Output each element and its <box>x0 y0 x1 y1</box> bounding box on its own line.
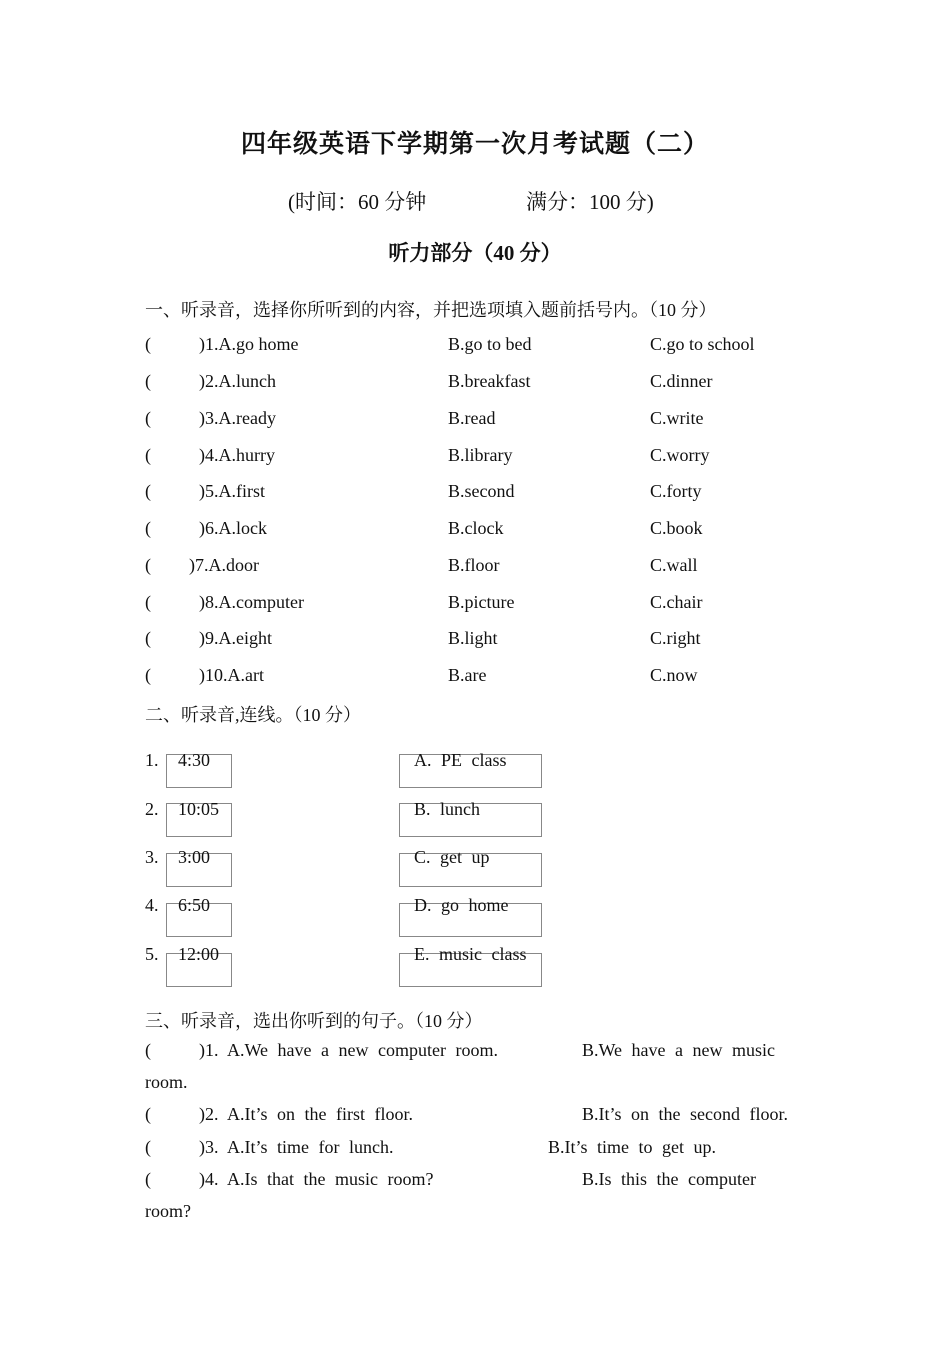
exam-time: (时间：60 分钟 <box>288 190 427 214</box>
option-c: C.forty <box>650 481 702 501</box>
sentence-option-a: )1. A.We have a new computer room. <box>199 1040 498 1060</box>
answer-bracket[interactable]: ( <box>145 518 151 538</box>
match-number: 4. <box>145 895 159 915</box>
option-c: C.dinner <box>650 371 713 391</box>
answer-bracket[interactable]: ( <box>145 334 151 354</box>
option-c: C.now <box>650 665 698 685</box>
option-b: B.picture <box>448 592 515 612</box>
option-a: )2.A.lunch <box>199 371 276 391</box>
time-label: 3:00 <box>178 847 211 867</box>
answer-bracket[interactable]: ( <box>145 1104 151 1124</box>
option-c: C.go to school <box>650 334 755 354</box>
answer-bracket[interactable]: ( <box>145 628 151 648</box>
activity-label: B. lunch <box>414 799 480 819</box>
question-row <box>0 518 950 542</box>
question-row <box>0 445 950 469</box>
answer-bracket[interactable]: ( <box>145 1040 151 1060</box>
answer-bracket[interactable]: ( <box>145 1137 151 1157</box>
question-row <box>0 371 950 395</box>
option-b: B.clock <box>448 518 504 538</box>
activity-label: E. music class <box>414 944 527 964</box>
activity-label: D. go home <box>414 895 509 915</box>
exam-total-score: 满分：100 分) <box>526 190 654 214</box>
answer-bracket[interactable]: ( <box>145 445 151 465</box>
time-label: 12:00 <box>178 944 220 964</box>
sentence-option-b: B.It’s time to get up. <box>548 1137 716 1157</box>
section3-heading: 三、听录音，选出你听到的句子。（10 分） <box>145 1011 483 1031</box>
option-a: )5.A.first <box>199 481 265 501</box>
option-a: )7.A.door <box>189 555 259 575</box>
answer-bracket[interactable]: ( <box>145 481 151 501</box>
question-row <box>0 408 950 432</box>
sentence-option-a: )3. A.It’s time for lunch. <box>199 1137 394 1157</box>
question-row <box>0 628 950 652</box>
option-a: )6.A.lock <box>199 518 267 538</box>
question-row <box>0 481 950 505</box>
option-b: B.breakfast <box>448 371 531 391</box>
option-c: C.chair <box>650 592 703 612</box>
match-number: 3. <box>145 847 159 867</box>
answer-bracket[interactable]: ( <box>145 555 151 575</box>
option-b: B.floor <box>448 555 500 575</box>
page-title: 四年级英语下学期第一次月考试题（二） <box>240 131 709 158</box>
sentence-option-a: )2. A.It’s on the first floor. <box>199 1104 413 1124</box>
option-c: C.book <box>650 518 703 538</box>
option-b: B.are <box>448 665 487 685</box>
question-row <box>0 665 950 689</box>
section1-heading: 一、听录音，选择你所听到的内容，并把选项填入题前括号内。（10 分） <box>145 300 717 320</box>
option-c: C.worry <box>650 445 710 465</box>
time-label: 10:05 <box>178 799 220 819</box>
sentence-continuation: room? <box>145 1201 191 1221</box>
match-number: 2. <box>145 799 159 819</box>
activity-label: C. get up <box>414 847 490 867</box>
match-number: 1. <box>145 750 159 770</box>
answer-bracket[interactable]: ( <box>145 592 151 612</box>
option-a: )9.A.eight <box>199 628 272 648</box>
match-number: 5. <box>145 944 159 964</box>
time-label: 4:30 <box>178 750 211 770</box>
answer-bracket[interactable]: ( <box>145 1169 151 1189</box>
option-b: B.light <box>448 628 498 648</box>
answer-bracket[interactable]: ( <box>145 371 151 391</box>
sentence-option-b: B.It’s on the second floor. <box>582 1104 788 1124</box>
option-b: B.library <box>448 445 513 465</box>
option-a: )10.A.art <box>199 665 264 685</box>
option-a: )1.A.go home <box>199 334 299 354</box>
time-label: 6:50 <box>178 895 211 915</box>
answer-bracket[interactable]: ( <box>145 408 151 428</box>
question-row <box>0 592 950 616</box>
listening-part-title: 听力部分（40 分） <box>388 241 562 265</box>
section2-heading: 二、听录音,连线。（10 分） <box>145 705 361 725</box>
sentence-option-b: B.We have a new music <box>582 1040 775 1060</box>
sentence-option-a: )4. A.Is that the music room? <box>199 1169 434 1189</box>
question-row <box>0 334 950 358</box>
option-c: C.right <box>650 628 701 648</box>
question-row <box>0 555 950 579</box>
option-a: )8.A.computer <box>199 592 304 612</box>
option-c: C.write <box>650 408 704 428</box>
sentence-continuation: room. <box>145 1072 188 1092</box>
option-b: B.second <box>448 481 515 501</box>
option-a: )4.A.hurry <box>199 445 275 465</box>
sentence-option-b: B.Is this the computer <box>582 1169 756 1189</box>
answer-bracket[interactable]: ( <box>145 665 151 685</box>
option-b: B.read <box>448 408 496 428</box>
activity-label: A. PE class <box>414 750 507 770</box>
option-c: C.wall <box>650 555 698 575</box>
option-b: B.go to bed <box>448 334 532 354</box>
option-a: )3.A.ready <box>199 408 276 428</box>
